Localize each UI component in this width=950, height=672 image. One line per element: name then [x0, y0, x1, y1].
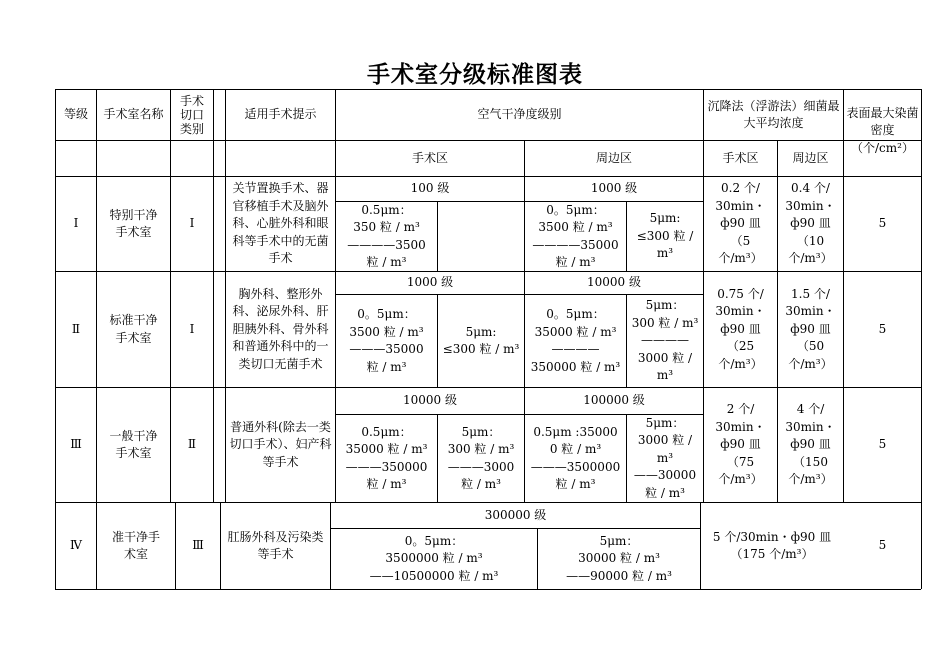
row2-incision: Ⅰ [189, 321, 195, 336]
row2-op-5um: 5μm: ≤300 粒 / m³ [442, 324, 520, 356]
row3-surgery: 普通外科(除去一类切口手术）、妇产科等手术 [229, 419, 332, 469]
row1-settle-op: 0.2 个/ 30min・ ф90 皿 （5 个/m³） [715, 181, 766, 266]
row3-settle-op: 2 个/ 30min・ ф90 皿 （75 个/m³） [715, 402, 766, 487]
row2-surface: 5 [878, 321, 887, 336]
page-title: 手术室分级标准图表 [367, 61, 583, 88]
row1-op-5um [438, 202, 524, 271]
row2-grade: Ⅱ [71, 321, 81, 336]
row4-air-class: 300000 级 [484, 507, 547, 522]
header-air-cleanliness: 空气干净度级别 [477, 107, 562, 122]
row1-surface: 5 [878, 216, 887, 231]
header-settle-op-zone: 手术区 [722, 150, 759, 165]
row2-op-class: 1000 级 [406, 275, 454, 290]
row3-grade: Ⅲ [70, 437, 82, 452]
row4-incision: Ⅲ [192, 538, 204, 553]
row3-op-class: 10000 级 [403, 393, 457, 408]
row1-name: 特别干净 手术室 [109, 207, 158, 239]
header-incision: 手术 切口 类别 [179, 94, 204, 136]
row1-peri-05um: 0。5μm： 3500 粒 / m³ ————35000 粒 / m³ [532, 202, 619, 269]
row3-incision: Ⅱ [187, 437, 197, 452]
row1-op-class: 100 级 [410, 181, 450, 196]
row2-settle-peri: 1.5 个/ 30min・ ф90 皿 （50 个/m³） [785, 286, 836, 371]
row4-air-05um: 0。5μm： 3500000 粒 / m³ ——10500000 粒 / m³ [369, 533, 499, 583]
row4-surface: 5 [878, 538, 887, 553]
row2-settle-op: 0.75 个/ 30min・ ф90 皿 （25 个/m³） [715, 286, 766, 371]
row2-peri-class: 10000 级 [587, 275, 641, 290]
row3-op-05um: 0.5μm： 35000 粒 / m³ ———350000 粒 / m³ [345, 424, 428, 491]
header-air-op-zone: 手术区 [411, 150, 448, 165]
row1-peri-class: 1000 级 [590, 181, 638, 196]
row2-peri-5um: 5μm： 300 粒 / m³ ———— 3000 粒 / m³ [631, 298, 699, 383]
row3-peri-class: 100000 级 [583, 393, 645, 408]
header-room-name: 手术室名称 [103, 107, 164, 122]
row3-peri-05um: 0.5μm :35000 0 粒 / m³ ———3500000 粒 / m³ [530, 424, 621, 491]
row3-name: 一般干净 手术室 [109, 428, 158, 460]
row4-settle: 5 个/30min・ф90 皿 （175 个/m³） [712, 529, 832, 561]
row3-peri-5um: 5μm： 3000 粒 / m³ ——30000 粒 / m³ [633, 415, 697, 500]
row1-op-05um: 0.5μm： 350 粒 / m³ ————3500 粒 / m³ [347, 202, 426, 269]
header-air-peri-zone: 周边区 [595, 150, 632, 165]
row4-surgery: 肛肠外科及污染类等手术 [227, 529, 324, 561]
row1-grade: Ⅰ [73, 216, 79, 231]
header-surface: 表面最大染菌密度 （个/cm²） [846, 105, 919, 155]
header-settling: 沉降法（浮游法）细菌最大平均浓度 [707, 98, 840, 130]
header-grade: 等级 [63, 107, 88, 122]
row4-air-5um: 5μm： 30000 粒 / m³ ——90000 粒 / m³ [566, 533, 672, 583]
row4-grade: Ⅳ [70, 538, 82, 553]
row2-peri-05um: 0。5μm： 35000 粒 / m³ ———— 350000 粒 / m³ [530, 307, 621, 374]
row3-settle-peri: 4 个/ 30min・ ф90 皿 （150 个/m³） [785, 402, 836, 487]
row2-name: 标准干净 手术室 [109, 313, 158, 345]
row1-settle-peri: 0.4 个/ 30min・ ф90 皿 （10 个/m³） [785, 181, 836, 266]
row1-incision: Ⅰ [189, 216, 195, 231]
row1-peri-5um: 5μm: ≤300 粒 / m³ [636, 211, 694, 261]
row1-surgery: 关节置换手术、器官移植手术及脑外科、心脏外科和眼科等手术中的无菌手术 [232, 181, 329, 266]
row3-surface: 5 [878, 437, 887, 452]
header-surgery: 适用手术提示 [244, 107, 317, 122]
row2-surgery: 胸外科、整形外科、泌尿外科、肝胆胰外科、骨外科和普通外科中的一类切口无菌手术 [232, 286, 329, 371]
row3-op-5um: 5μm： 300 粒 / m³ ———3000 粒 / m³ [447, 424, 515, 491]
header-settle-peri-zone: 周边区 [792, 150, 829, 165]
row4-name: 准干净手 术室 [111, 529, 160, 561]
row2-op-05um: 0。5μm： 3500 粒 / m³ ———35000 粒 / m³ [349, 307, 424, 374]
